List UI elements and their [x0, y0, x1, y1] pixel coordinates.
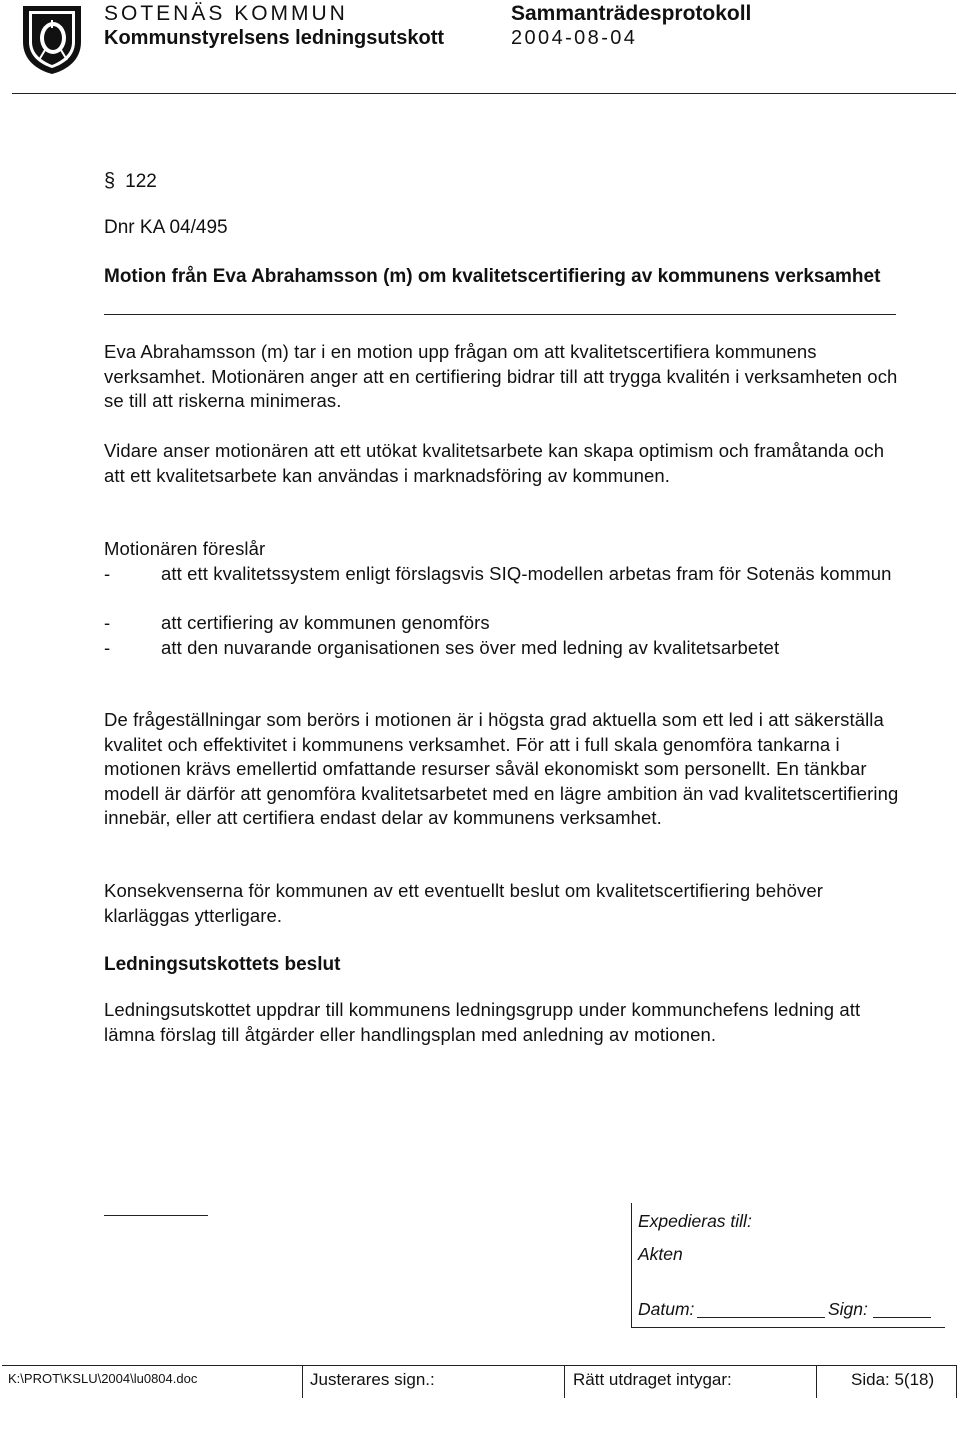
- list-dash: -: [104, 637, 111, 658]
- section-title: Motion från Eva Abrahamsson (m) om kvalitetscertifiering av kommunens verksamhet: [104, 266, 881, 287]
- decision-heading: Ledningsutskottets beslut: [104, 954, 341, 975]
- proposals-label: Motionären föreslår: [104, 538, 266, 559]
- adjuster-signature-label: Justerares sign.:: [310, 1370, 435, 1389]
- signature-line: [104, 1215, 208, 1216]
- datum-label: Datum:: [638, 1299, 695, 1319]
- list-item: [104, 636, 904, 662]
- footer-divider: [2, 1365, 957, 1366]
- assessment-paragraph: De frågeställningar som berörs i motionen är i högsta grad aktuella som ett led i att säkerställa kvalitet och effektivitet i kommunens verksamhet. För att i full skala genomföra tankarna i motionen krävs emellertid omfattande resurser såväl ekonomiskt som personellt. En tänkbar modell är därför att genomföra kvalitetsarbetet med en lägre ambition än vad kvalitetscertifiering innebär, eller att certifiera endast delar av kommunens verksamhet.: [104, 709, 899, 829]
- page-number: Sida: 5(18): [851, 1370, 935, 1389]
- list-item: [104, 611, 904, 637]
- datum-field-line: [697, 1317, 825, 1318]
- footer-separator: [302, 1365, 303, 1398]
- org-name: SOTENÄS KOMMUN: [104, 2, 348, 25]
- list-item: [104, 562, 904, 612]
- certified-copy-label: Rätt utdraget intygar:: [573, 1370, 732, 1389]
- expedition-title: Expedieras till:: [638, 1211, 752, 1231]
- header-divider: [12, 93, 956, 94]
- footer-separator: [956, 1365, 957, 1398]
- section-number: 122: [125, 171, 157, 192]
- footer-separator: [564, 1365, 565, 1398]
- paragraph-number: [104, 170, 157, 193]
- committee-name: Kommunstyrelsens ledningsutskott: [104, 27, 445, 49]
- list-item-text: att ett kvalitetssystem enligt förslagsvis SIQ-modellen arbetas fram för Sotenäs kommun: [161, 563, 892, 584]
- title-underline: [104, 314, 896, 315]
- sign-label: Sign:: [828, 1299, 868, 1319]
- consequences-paragraph: Konsekvenserna för kommunen av ett eventuellt beslut om kvalitetscertifiering behöver klarläggas ytterligare.: [104, 880, 824, 926]
- list-dash: -: [104, 612, 111, 633]
- meeting-date: 2004-08-04: [511, 27, 638, 49]
- list-item-text: att den nuvarande organisationen ses över med ledning av kvalitetsarbetet: [161, 637, 780, 658]
- file-path: K:\PROT\KSLU\2004\lu0804.doc: [8, 1371, 198, 1386]
- footer-separator: [816, 1365, 817, 1398]
- decision-paragraph: Ledningsutskottet uppdrar till kommunens ledningsgrupp under kommunchefens ledning att lämna förslag till åtgärder eller handlingsplan med anledning av motionen.: [104, 999, 861, 1045]
- further-paragraph: Vidare anser motionären att ett utökat kvalitetsarbete kan skapa optimism och framåtanda och att ett kvalitetsarbete kan användas i marknadsföring av kommunen.: [104, 440, 885, 486]
- case-number: Dnr KA 04/495: [104, 217, 228, 238]
- document-type: Sammanträdesprotokoll: [511, 2, 752, 25]
- intro-paragraph: Eva Abrahamsson (m) tar i en motion upp frågan om att kvalitetscertifiera kommunens verksamhet. Motionären anger att en certifiering bidrar till att trygga kvalitén i verksamheten och se till att riskerna minimeras.: [104, 341, 898, 412]
- expedition-recipient: Akten: [638, 1244, 683, 1264]
- sign-field-line: [873, 1317, 931, 1318]
- section-symbol: §: [104, 170, 116, 192]
- list-dash: -: [104, 563, 111, 584]
- list-item-text: att certifiering av kommunen genomförs: [161, 612, 490, 633]
- municipal-crest-icon: [21, 4, 83, 76]
